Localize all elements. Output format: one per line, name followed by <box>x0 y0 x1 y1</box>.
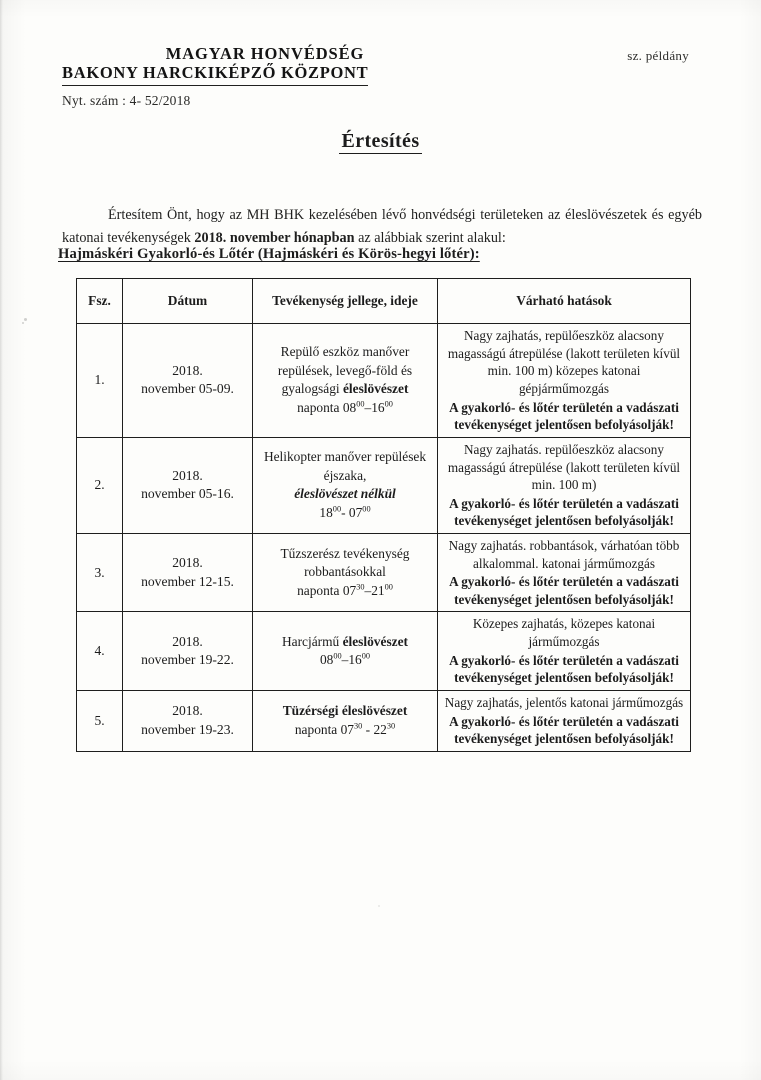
row-date <box>123 324 253 438</box>
date-year: 2018. <box>172 555 203 571</box>
effects-warning: A gyakorló- és lőtér területén a vadászati tevékenységet jelentősen befolyásolják! <box>449 399 679 433</box>
column-header-effects: Várható hatások <box>438 279 691 324</box>
date-year: 2018. <box>172 633 203 649</box>
activity-time-end-minutes: 00 <box>384 399 393 409</box>
organization-name-line2: BAKONY HARCKIKÉPZŐ KÖZPONT <box>62 63 368 86</box>
activity-time-end: –16 <box>364 399 385 415</box>
activity-text: Helikopter manőver repülések éjszaka, <box>263 449 427 483</box>
activity-text: Harcjármű <box>281 633 343 649</box>
date-range: november 05-09. <box>141 381 234 397</box>
table-row <box>77 690 691 751</box>
date-range: november 12-15. <box>141 573 234 589</box>
activity-highlight: éleslövészet <box>342 381 409 397</box>
section-heading: Hajmáskéri Gyakorló-és Lőtér (Hajmáskéri és Körös-hegyi lőtér): <box>58 246 480 262</box>
copy-number-label: sz. példány <box>627 48 689 63</box>
activity-time-end: - 22 <box>362 721 387 737</box>
effects-description: Közepes zajhatás, közepes katonai járműmozgás <box>472 616 656 650</box>
effects-description: Nagy zajhatás, jelentős katonai járműmozgás <box>444 694 684 710</box>
row-effects <box>438 612 691 690</box>
activity-time-prefix: 18 <box>319 504 333 520</box>
activity-time-prefix: naponta 07 <box>294 721 354 737</box>
scan-speck <box>22 322 24 324</box>
effects-description: Nagy zajhatás. repülőeszköz alacsony magasságú átrepülése (lakott területen kívül min. 100 m) <box>447 441 681 493</box>
intro-text-part2: az alábbiak szerint alakul: <box>354 230 506 247</box>
intro-text-part1: Értesítem Önt, hogy az MH BHK kezelésében lévő honvédségi területeken az éleslövészetek és egyéb katonai tevékenységek <box>62 207 702 247</box>
letterhead <box>62 44 442 109</box>
activity-time-prefix: naponta 08 <box>297 399 357 415</box>
activity-highlight: éleslövészet <box>342 633 409 649</box>
activity-time-end: –16 <box>341 652 362 668</box>
activity-time-end-minutes: 00 <box>362 504 371 514</box>
row-effects <box>438 690 691 751</box>
activity-time-prefix: 08 <box>319 652 334 668</box>
date-year: 2018. <box>172 468 203 484</box>
date-range: november 05-16. <box>141 486 234 502</box>
activity-time-start-minutes: 00 <box>333 651 342 661</box>
activity-time-end-minutes: 00 <box>384 582 393 592</box>
row-date <box>123 612 253 690</box>
activity-text: Tűzszerész tevékenység robbantásokkal <box>280 545 410 580</box>
date-year: 2018. <box>172 363 203 379</box>
date-year: 2018. <box>172 703 203 719</box>
schedule-table-wrapper <box>76 278 690 752</box>
table-header-row <box>77 279 691 324</box>
effects-warning: A gyakorló- és lőtér területén a vadászati tevékenységet jelentősen befolyásolják! <box>449 495 679 529</box>
column-header-activity: Tevékenység jellege, ideje <box>253 279 438 324</box>
table-row <box>77 612 691 690</box>
activity-time-start-minutes: 00 <box>356 399 365 409</box>
activity-time-start-minutes: 30 <box>356 582 365 592</box>
table-row <box>77 437 691 533</box>
row-number: 4. <box>77 612 123 690</box>
registration-number: Nyt. szám : 4- 52/2018 <box>62 93 191 109</box>
scan-speck <box>378 905 380 907</box>
activity-text: Repülő eszköz manőver repülések, levegő-föld és gyalogsági <box>277 344 413 397</box>
row-number: 1. <box>77 324 123 438</box>
row-date <box>123 437 253 533</box>
activity-time-end: - 07 <box>341 504 363 520</box>
table-row <box>77 534 691 612</box>
activity-time-prefix: naponta 07 <box>297 582 357 598</box>
row-number: 5. <box>77 690 123 751</box>
activity-time-end: –21 <box>364 582 385 598</box>
page-title <box>0 130 761 153</box>
row-activity <box>253 324 438 438</box>
organization-name-line1: MAGYAR HONVÉDSÉG <box>165 44 365 63</box>
scan-edge-shadow <box>0 0 3 1080</box>
column-header-no: Fsz. <box>77 279 123 324</box>
row-number: 2. <box>77 437 123 533</box>
row-activity <box>253 612 438 690</box>
schedule-table <box>76 278 691 752</box>
row-activity <box>253 437 438 533</box>
row-date <box>123 534 253 612</box>
date-range: november 19-23. <box>141 721 234 737</box>
scan-speck <box>24 318 27 321</box>
date-range: november 19-22. <box>141 652 234 668</box>
activity-highlight: Tüzérségi éleslövészet <box>282 703 408 719</box>
intro-text-bold: 2018. november hónapban <box>194 230 355 247</box>
intro-paragraph <box>62 204 702 250</box>
row-activity <box>253 534 438 612</box>
activity-time-start-minutes: 30 <box>354 721 363 731</box>
row-activity <box>253 690 438 751</box>
row-date <box>123 690 253 751</box>
effects-warning: A gyakorló- és lőtér területén a vadászati tevékenységet jelentősen befolyásolják! <box>449 652 679 686</box>
row-effects <box>438 437 691 533</box>
row-effects <box>438 534 691 612</box>
table-row <box>77 324 691 438</box>
activity-time-start-minutes: 00 <box>332 504 342 514</box>
column-header-date: Dátum <box>123 279 253 324</box>
effects-description: Nagy zajhatás. robbantások, várhatóan több alkalommal. katonai járműmozgás <box>448 538 680 571</box>
row-effects <box>438 324 691 438</box>
activity-time-end-minutes: 00 <box>361 651 371 661</box>
activity-highlight: éleslövészet nélkül <box>294 486 396 502</box>
effects-warning: A gyakorló- és lőtér területén a vadászati tevékenységet jelentősen befolyásolják! <box>449 574 679 607</box>
row-number: 3. <box>77 534 123 612</box>
activity-time-end-minutes: 30 <box>386 721 396 731</box>
effects-warning: A gyakorló- és lőtér területén a vadászati tevékenységet jelentősen befolyásolják! <box>449 713 679 747</box>
effects-description: Nagy zajhatás, repülőeszköz alacsony magasságú átrepülése (lakott területen kívül min. 100 m) közepes katonai gépjárműmozgás <box>447 328 681 397</box>
page-title-text: Értesítés <box>341 130 420 152</box>
